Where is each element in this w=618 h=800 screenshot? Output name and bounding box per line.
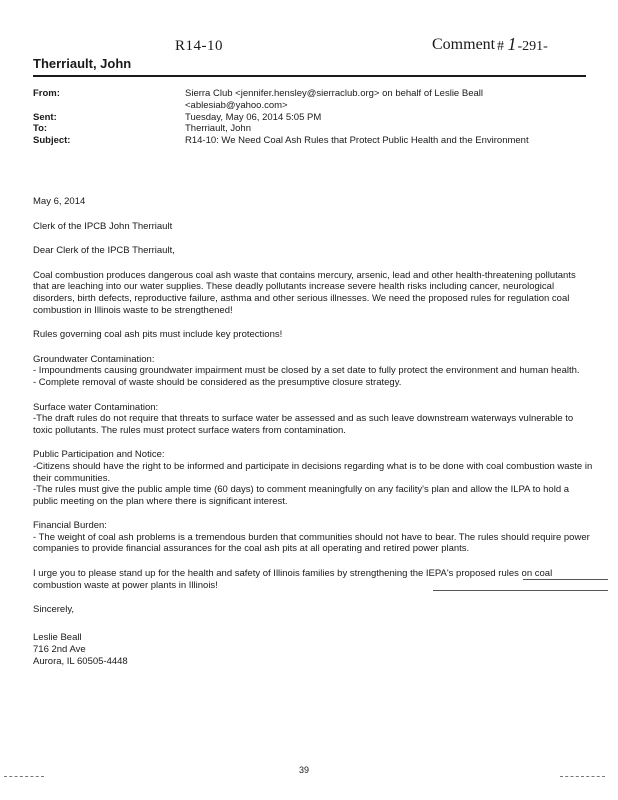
public-participation-title: Public Participation and Notice: [33,449,165,461]
public-participation-point-2: -The rules must give the public ample time (60 days) to comment meaningfully on any facility's plan and allow the ILPA to hold a public meeting on the plan where there is significant interest. [33,484,570,507]
comment-number [497,34,548,55]
public-participation-section [33,449,593,507]
subject-label: Subject: [33,135,71,147]
signature-name: Leslie Beall [33,631,82,643]
to-label: To: [33,123,48,135]
financial-burden-point-1: - The weight of coal ash problems is a tremendous burden that communities should not have to bear. The rules should require power companies to provide financial assurances for the coal ash pits at all operating and retired power plants. [33,531,590,555]
groundwater-point-2: - Complete removal of waste should be considered as the presumptive closure strategy. [33,376,402,388]
signature-street: 716 2nd Ave [33,643,86,655]
surface-water-section [33,402,593,437]
intro-paragraph: Coal combustion produces dangerous coal ash waste that contains mercury, arsenic, lead and other health-threatening pollutants that are leaching into our water supplies. These deadly pollutants increase severe health risks including cancer, neurological disorders, birth defects, reproductive failure, asthma and other serious illnesses. We need the proposed rules for regulation coal combustion in Illinois waste to be strengthened! [33,269,576,316]
docket-number: R14-10 [175,38,223,54]
surface-water-point-1: -The draft rules do not require that threats to surface water be assessed and as such leave downstream waterways vulnerable to toxic pollutants. The rules must protect surface waters from contamination. [33,413,574,436]
recipient-name: Therriault, John [33,56,132,71]
urge-paragraph-wrap [33,568,593,591]
footer-rule-left [4,776,44,777]
financial-burden-title: Financial Burden: [33,520,107,532]
from-value [185,88,593,112]
surface-water-title: Surface water Contamination: [33,401,159,413]
comment-label: Comment [432,36,496,53]
comment-hash: # [497,39,504,54]
page-number: 39 [299,765,310,775]
letter-salutation: Dear Clerk of the IPCB Therriault, [33,245,175,257]
groundwater-section [33,354,593,389]
letter-date: May 6, 2014 [33,196,86,207]
urge-underline-1 [523,579,608,580]
sent-value: Tuesday, May 06, 2014 5:05 PM [185,111,322,123]
from-line1: Sierra Club <jennifer.hensley@sierraclub.org> on behalf of Leslie Beall [185,88,483,99]
closing: Sincerely, [33,604,75,616]
rules-intro: Rules governing coal ash pits must include key protections! [33,329,283,341]
from-row [33,88,593,112]
groundwater-title: Groundwater Contamination: [33,353,155,365]
groundwater-point-1: - Impoundments causing groundwater impairment must be closed by a set date to fully protect the environment and human health. [33,365,580,377]
subject-row [33,135,593,147]
from-line2: <ablesiab@yahoo.com> [185,99,288,111]
public-participation-point-1: -Citizens should have the right to be informed and participate in decisions regarding what is to be done with coal combustion waste in their communities. [33,460,593,484]
signature-block [33,632,593,668]
comment-number-stamp: -291- [517,39,548,54]
to-row [33,123,593,135]
letter-addressee: Clerk of the IPCB John Therriault [33,220,173,232]
from-label: From: [33,88,60,99]
comment-number-handwritten: 1 [507,34,517,54]
header-divider [33,75,586,77]
sent-row [33,112,593,124]
signature-city: Aurora, IL 60505-4448 [33,655,128,667]
to-value: Therriault, John [185,123,252,135]
sent-label: Sent: [33,111,57,123]
urge-paragraph: I urge you to please stand up for the health and safety of Illinois families by strengthening the IEPA's proposed rules on coal combustion waste at power plants in Illinois! [33,568,553,591]
letter-body [33,196,593,668]
email-header [33,88,593,147]
subject-value: R14-10: We Need Coal Ash Rules that Protect Public Health and the Environment [185,135,529,147]
footer-rule-right [560,776,605,777]
urge-underline-2 [433,590,608,591]
financial-burden-section [33,520,593,555]
